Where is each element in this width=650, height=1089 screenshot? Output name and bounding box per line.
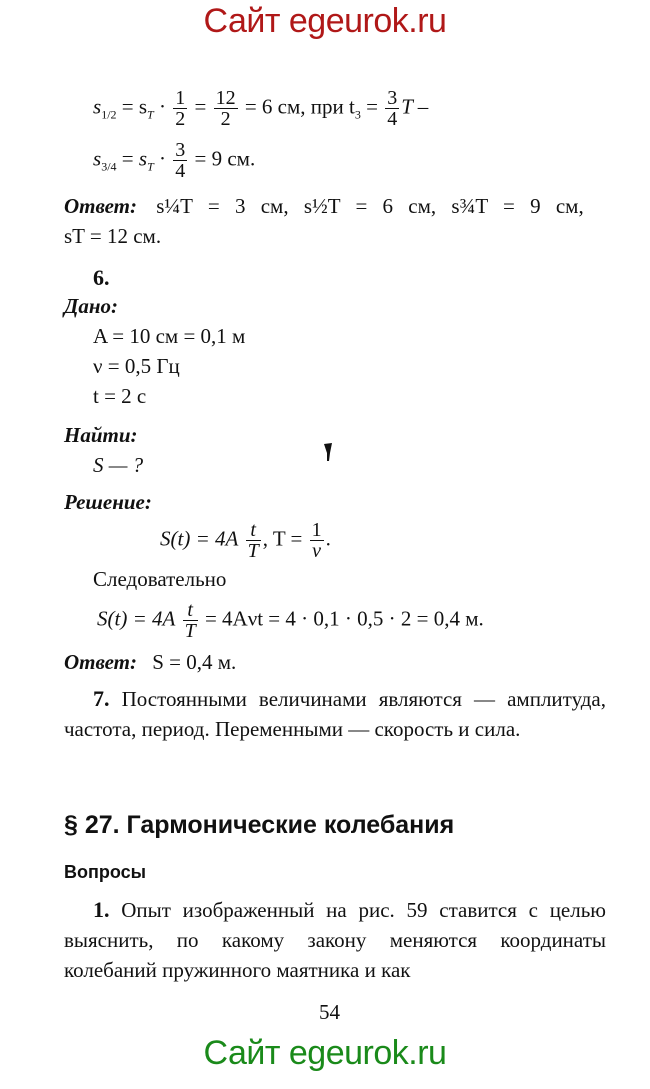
equation-half-period: $s_{1/2} = s_T$ · $\frac{1}{2}$ = $\frac{12}{2}$ = 6 см, при $t_3$ = $\frac{3}{4}$ T – [93,87,429,130]
given-time: t = 2 с [93,384,147,408]
question-1-number: 1. [93,897,110,922]
task-7-paragraph [64,684,606,744]
find-value: S — ? [93,453,144,477]
equation-three-quarter-period: $s_{3/4} = s_T$ · $\frac{3}{4}$ = 9 см. [93,139,256,182]
questions-heading: Вопросы [64,862,147,882]
task-7-number: 7. [93,686,110,711]
page-number: 54 [319,1000,340,1024]
ink-blot [323,442,333,462]
task-7-text: Постоянными величинами являются — амплитуда, частота, период. Переменными — скорость и сила. [64,687,607,741]
answer-label: Ответ: [64,650,137,674]
given-label: Дано: [64,294,118,318]
find-label: Найти: [64,423,138,447]
answer-1-line-1: Ответ: s¼T = 3 см, s½T = 6 см, s¾T = 9 см, [64,194,584,218]
task-6-number: 6. [93,265,110,290]
answer-1-line-2: sT = 12 см. [64,224,162,248]
solution-label: Решение: [64,490,152,514]
formula-path-result: S(t) = 4A $\frac{t}{T}$ = 4Aνt = 4 · 0,1 · 0,5 · 2 = 0,4 м. [97,599,484,642]
consequently-text: Следовательно [93,567,227,591]
site-watermark-bottom: Сайт egeurok.ru [203,1034,447,1072]
given-frequency: ν = 0,5 Гц [93,354,180,378]
formula-path-period: S(t) = 4A $\frac{t}{T}$ , T = $\frac{1}{\nu}$ . [160,519,331,562]
site-watermark-top: Сайт egeurok.ru [203,2,447,40]
question-1-text: Опыт изображенный на рис. 59 ставится с целью выяснить, по какому закону меняются координаты колебаний пружинного маятника и как [64,898,606,982]
given-amplitude: A = 10 см = 0,1 м [93,324,246,348]
question-1-paragraph [64,895,606,985]
section-title: § 27. Гармонические колебания [64,811,455,839]
answer-label: Ответ: [64,194,137,218]
answer-6: Ответ: S = 0,4 м. [64,650,237,674]
